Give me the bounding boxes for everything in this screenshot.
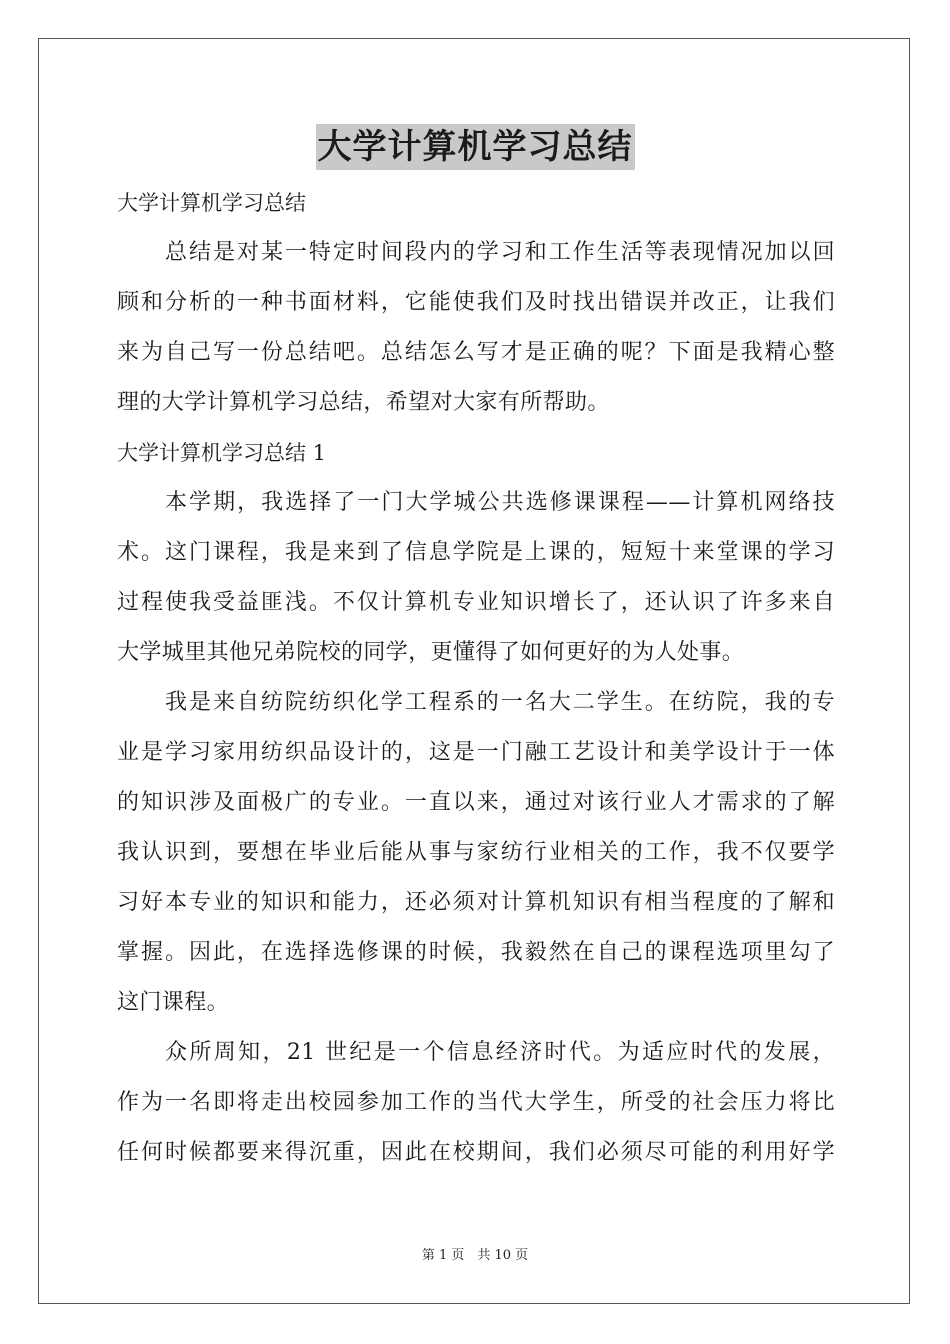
section-heading: 大学计算机学习总结 1 — [117, 441, 327, 465]
paragraph-line: 的知识涉及面极广的专业。一直以来，通过对该行业人才需求的了解 — [117, 790, 835, 815]
paragraph-line: 术。这门课程，我是来到了信息学院是上课的，短短十来堂课的学习 — [117, 540, 835, 565]
paragraph-line: 理的大学计算机学习总结，希望对大家有所帮助。 — [117, 390, 610, 415]
document-body — [117, 178, 835, 1178]
paragraph-line: 过程使我受益匪浅。不仅计算机专业知识增长了，还认识了许多来自 — [117, 590, 835, 615]
paragraph-line: 顾和分析的一种书面材料，它能使我们及时找出错误并改正，让我们 — [117, 290, 835, 315]
paragraph-line: 作为一名即将走出校园参加工作的当代大学生，所受的社会压力将比 — [117, 1090, 835, 1115]
section-heading: 大学计算机学习总结 — [117, 191, 306, 215]
paragraph-line: 大学城里其他兄弟院校的同学，更懂得了如何更好的为人处事。 — [117, 640, 745, 665]
paragraph-line: 众所周知，21 世纪是一个信息经济时代。为适应时代的发展， — [165, 1040, 835, 1065]
paragraph-line: 掌握。因此，在选择选修课的时候，我毅然在自己的课程选项里勾了 — [117, 940, 835, 965]
paragraph-line: 本学期，我选择了一门大学城公共选修课课程——计算机网络技 — [165, 490, 835, 515]
paragraph-line: 我是来自纺院纺织化学工程系的一名大二学生。在纺院，我的专 — [165, 690, 835, 715]
paragraph-line: 任何时候都要来得沉重，因此在校期间，我们必须尽可能的利用好学 — [117, 1140, 835, 1165]
paragraph-line: 总结是对某一特定时间段内的学习和工作生活等表现情况加以回 — [165, 240, 835, 265]
page-footer: 第 1 页 共 10 页 — [421, 1248, 529, 1263]
paragraph-line: 来为自己写一份总结吧。总结怎么写才是正确的呢？下面是我精心整 — [117, 340, 835, 365]
paragraph-line: 我认识到，要想在毕业后能从事与家纺行业相关的工作，我不仅要学 — [117, 840, 835, 865]
paragraph-line: 习好本专业的知识和能力，还必须对计算机知识有相当程度的了解和 — [117, 890, 835, 915]
document-title: 大学计算机学习总结 — [316, 124, 635, 170]
paragraph-line: 这门课程。 — [117, 990, 230, 1015]
paragraph-line: 业是学习家用纺织品设计的，这是一门融工艺设计和美学设计于一体 — [117, 740, 835, 765]
title-container — [0, 124, 950, 170]
